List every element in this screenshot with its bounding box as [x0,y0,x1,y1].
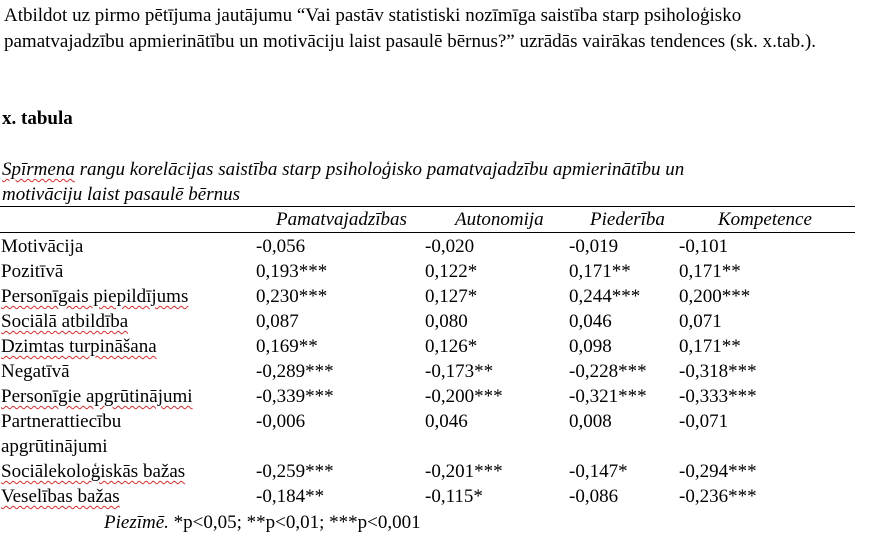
caption-word-spearman: Spīrmena [2,159,75,180]
cell-value: 0,126* [425,336,478,357]
row-label: Veselības bažas [1,486,120,507]
cell-value: 0,171** [569,261,631,282]
cell-value: -0,228*** [569,361,647,382]
caption-line1-rest: rangu korelācijas saistība starp psiholoģisko pamatvajadzību apmierinātību un [74,159,685,180]
table-note [104,510,421,536]
table-row [0,234,860,259]
cell-value: 0,071 [679,311,722,332]
table-row [0,359,860,384]
cell-value: -0,020 [425,236,475,257]
cell-value: -0,339*** [256,386,334,407]
row-label: Motivācija [1,236,84,257]
table-row [0,459,860,484]
table-row [0,384,860,409]
cell-value: -0,236*** [679,486,757,507]
cell-value: -0,173** [425,361,494,382]
cell-value: 0,171** [679,261,741,282]
row-label: Sociālekoloģiskās bažas [1,461,186,482]
row-label: Personīgais piepildījums [1,286,189,307]
cell-value: -0,294*** [679,461,757,482]
table-row [0,409,860,459]
cell-value: -0,201*** [425,461,503,482]
cell-value: -0,056 [256,236,306,257]
table-row [0,259,860,284]
row-label: Personīgie apgrūtinājumi [1,386,193,407]
cell-value: -0,115* [425,486,483,507]
row-label: Negatīvā [1,361,70,382]
cell-value: 0,171** [679,336,741,357]
cell-value: 0,244*** [569,286,641,307]
cell-value: 0,087 [256,311,299,332]
cell-value: -0,200*** [425,386,503,407]
cell-value: 0,046 [425,411,468,432]
cell-value: -0,019 [569,236,619,257]
caption-line2: motivāciju laist pasaulē bērnus [2,184,241,205]
cell-value: -0,086 [569,486,619,507]
table-row [0,334,860,359]
row-label: Pozitīvā [1,261,64,282]
cell-value: 0,080 [425,311,468,332]
cell-value: 0,046 [569,311,612,332]
intro-paragraph: Atbildot uz pirmo pētījuma jautājumu “Vai pastāv statistiski nozīmīga saistība starp psiholoģisko pamatvajadzību apmierinātību un motivāciju laist pasaulē bērnus?” uzrādās vairākas tendences (sk. x.tab.). [4,5,816,52]
cell-value: -0,006 [256,411,306,432]
table-caption [2,157,862,207]
row-label: Dzimtas turpināšana [1,336,157,357]
cell-value: -0,071 [679,411,729,432]
cell-value: 0,098 [569,336,612,357]
note-label: Piezīmē. [104,512,169,533]
cell-value: -0,259*** [256,461,334,482]
cell-value: 0,193*** [256,261,328,282]
column-header-piederiba: Piederība [590,209,665,230]
table-header-rule [0,232,855,233]
cell-value: -0,289*** [256,361,334,382]
cell-value: -0,184** [256,486,325,507]
table-row [0,484,860,509]
cell-value: 0,230*** [256,286,328,307]
cell-value: -0,333*** [679,386,757,407]
row-label: Sociālā atbildība [1,311,129,332]
cell-value: -0,321*** [569,386,647,407]
table-label: x. tabula [2,108,73,129]
column-header-autonomija: Autonomija [455,209,544,230]
table-row [0,284,860,309]
note-text: *p<0,05; **p<0,01; ***p<0,001 [168,512,421,533]
row-label: Partnerattiecību apgrūtinājumi [1,411,122,457]
cell-value: 0,169** [256,336,318,357]
table-top-rule [0,206,855,207]
cell-value: -0,101 [679,236,729,257]
column-header-kompetence: Kompetence [718,209,812,230]
cell-value: 0,200*** [679,286,751,307]
cell-value: 0,127* [425,286,478,307]
cell-value: 0,122* [425,261,478,282]
cell-value: -0,147* [569,461,628,482]
table-row [0,309,860,334]
cell-value: -0,318*** [679,361,757,382]
cell-value: 0,008 [569,411,612,432]
column-header-pamatvajadzibas: Pamatvajadzības [276,209,407,230]
